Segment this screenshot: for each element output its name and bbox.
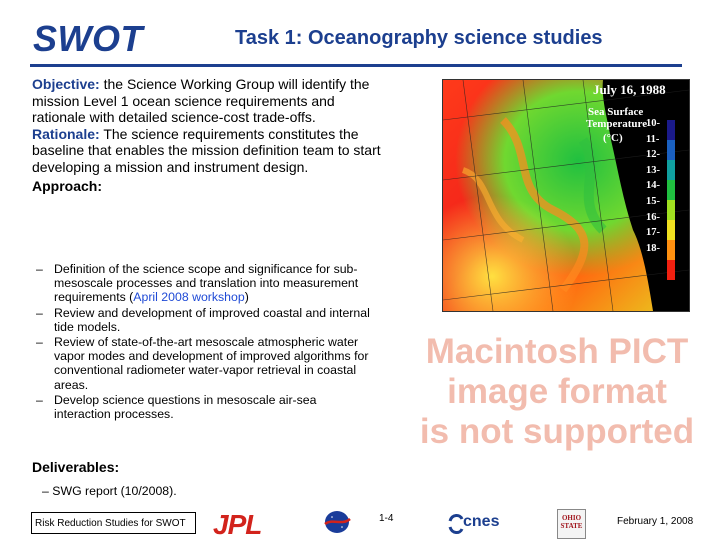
- pict-placeholder: [396, 332, 718, 452]
- dash-bullet: –: [36, 335, 43, 350]
- sst-legend-title-1: Sea Surface: [588, 106, 644, 118]
- dash-bullet: –: [36, 262, 43, 276]
- sst-tick: 16-: [646, 211, 660, 223]
- pict-line-2: image format: [447, 372, 667, 411]
- deliverables-item: – SWG report (10/2008).: [42, 484, 177, 498]
- list-item-text-end: ): [244, 290, 249, 305]
- list-item-text: Develop science questions in mesoscale air-sea interaction processes.: [54, 392, 317, 422]
- body-text: [32, 76, 392, 195]
- sst-legend-ticks: [646, 116, 660, 256]
- objective-label: Objective:: [32, 76, 100, 92]
- footer-date: February 1, 2008: [617, 516, 694, 527]
- approach-label: Approach:: [32, 178, 102, 194]
- nasa-logo-icon: [322, 510, 352, 534]
- jpl-logo: JPL: [213, 509, 262, 540]
- objective-paragraph: [32, 76, 392, 126]
- list-item-text: Review and development of improved coastal and internal tide models.: [54, 305, 370, 334]
- list-item-text: Review of state-of-the-art mesoscale atmospheric water vapor modes and development of improved algorithms for conventional radiometer water-vapor retrieval in coastal areas.: [54, 335, 369, 392]
- sst-date: July 16, 1988: [593, 82, 666, 97]
- rationale-paragraph: [32, 126, 392, 176]
- swot-logo: SWOT: [33, 18, 143, 59]
- pict-line-3: is not supported: [419, 412, 695, 451]
- sst-tick: 18-: [646, 242, 660, 254]
- rationale-label: Rationale:: [32, 125, 100, 142]
- list-item: [36, 393, 376, 421]
- sst-tick: 15-: [646, 195, 660, 207]
- list-item-text: Definition of the science scope and significance for sub-mesoscale processes and translation into measurement requirements (: [54, 262, 359, 305]
- workshop-link[interactable]: April 2008 workshop: [133, 290, 245, 305]
- title-divider: [30, 64, 682, 67]
- osu-logo: OHIO STATE: [557, 509, 586, 539]
- list-item: [36, 335, 376, 392]
- approach-list: [36, 262, 376, 422]
- sst-tick: 13-: [646, 164, 660, 176]
- sst-tick: 11-: [646, 133, 660, 145]
- deliverables-label: Deliverables:: [32, 459, 120, 475]
- page-number: 1-4: [379, 513, 394, 524]
- sst-tick: 12-: [646, 149, 660, 161]
- list-item: [36, 262, 376, 305]
- sst-legend-title-2: Temperature: [586, 118, 648, 130]
- dash-bullet: –: [36, 392, 43, 407]
- cnes-wordmark: cnes: [463, 513, 500, 530]
- dash-bullet: –: [36, 305, 43, 320]
- list-item: [36, 306, 376, 334]
- rationale-text: The science requirements constitutes the baseline that enables the mission definition team to start developing a mission and instrument design.: [32, 125, 381, 175]
- sst-legend-unit: (°C): [603, 132, 623, 144]
- footer-title: Risk Reduction Studies for SWOT: [31, 512, 196, 534]
- pict-line-1: Macintosh PICT: [425, 332, 689, 371]
- sst-image: [442, 79, 690, 312]
- sst-tick: 17-: [646, 227, 660, 239]
- footer: [0, 504, 720, 540]
- sst-tick: 10-: [646, 118, 660, 129]
- page-title: Task 1: Oceanography science studies: [235, 27, 603, 49]
- objective-text: the Science Working Group will identify the mission Level 1 ocean science requirements and rationale with detailed science-cost trade-offs.: [32, 76, 370, 125]
- sst-tick: 14-: [646, 180, 660, 192]
